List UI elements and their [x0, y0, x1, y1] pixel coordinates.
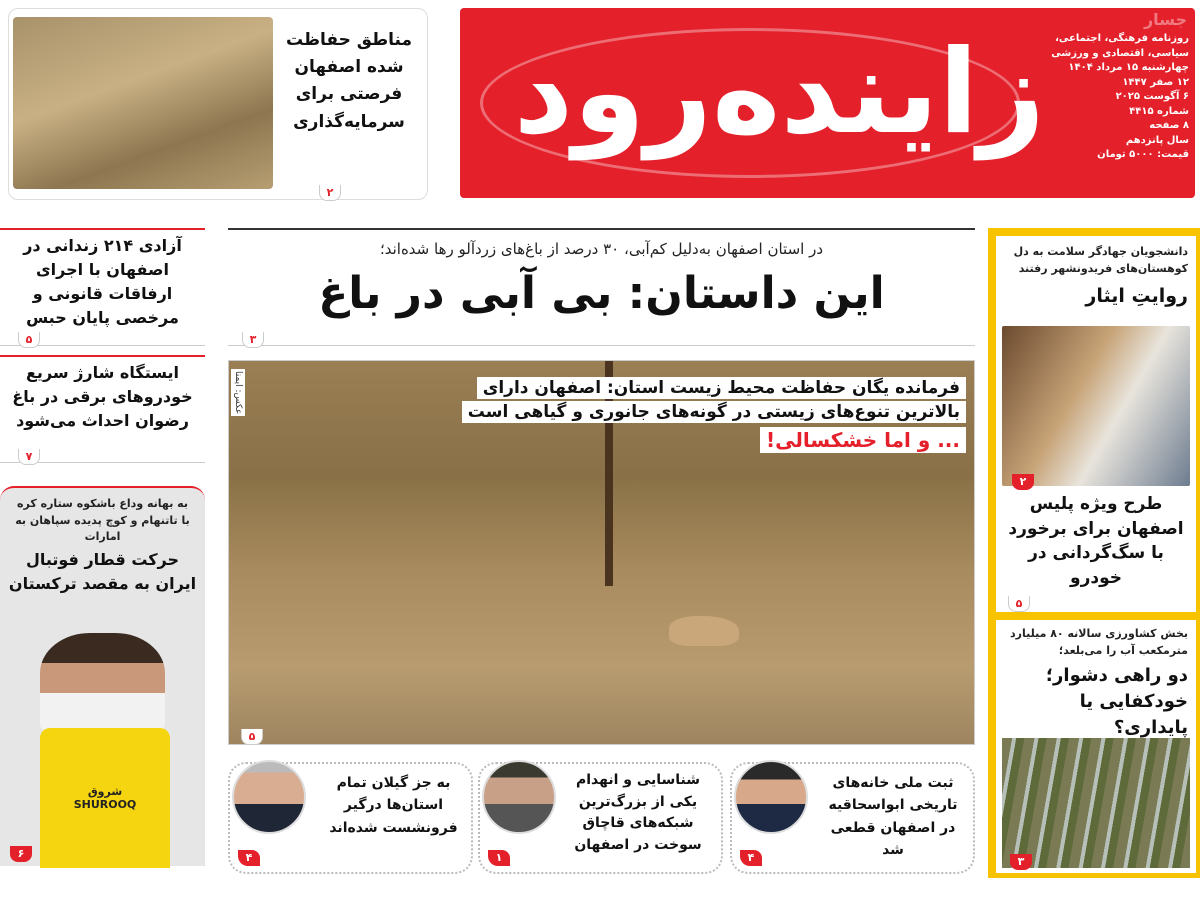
page-number: ۲: [319, 185, 341, 201]
bottom-headline: شناسایی و انهدام یکی از بزرگ‌ترین شبکه‌های قاچاق سوخت در اصفهان: [574, 772, 702, 854]
bottom-headline: به جز گیلان تمام استان‌ها درگیر فرونشست شده‌اند: [329, 775, 458, 836]
left-sports-item[interactable]: [0, 486, 205, 866]
info-line: چهارشنبه ۱۵ مرداد ۱۴۰۴: [1068, 62, 1189, 73]
left-item[interactable]: [0, 228, 205, 346]
main-photo[interactable]: [228, 360, 975, 745]
left-headline: آزادی ۲۱۴ زندانی در اصفهان با اجرای ارفاقات قانونی و مرخصی پایان حبس: [23, 236, 182, 327]
masthead-info: [1047, 32, 1189, 163]
info-line: روزنامه فرهنگی، اجتماعی،: [1055, 33, 1189, 44]
volunteers-photo: [1002, 326, 1190, 486]
bottom-card[interactable]: [478, 762, 723, 874]
yellow-jersey: [40, 728, 170, 868]
bottom-card[interactable]: [228, 762, 473, 874]
right-headline: دو راهی دشوار؛ خودکفایی یا پایداری؟: [1045, 665, 1188, 739]
top-teaser[interactable]: [8, 8, 428, 200]
wild-sheep-photo: [13, 17, 273, 189]
page-number: ۷: [18, 449, 40, 465]
right-kicker: دانشجویان جهادگر سلامت به دل کوهستان‌های فریدونشهر رفتند: [1013, 245, 1188, 275]
info-line: ۶ آگوست ۲۰۲۵: [1115, 91, 1189, 102]
page-number: ۳: [242, 332, 264, 348]
page-number: ۴: [238, 850, 260, 866]
bottom-card[interactable]: [730, 762, 975, 874]
jersey-sponsor: شروق SHUROOQ: [73, 785, 137, 811]
page-number: ۶: [10, 846, 32, 862]
page-number: ۴: [740, 850, 762, 866]
portrait-photo: [232, 760, 306, 834]
teaser-headline: مناطق حفاظت شده اصفهان فرصتی برای سرمایه‌گذاری: [286, 30, 412, 132]
bottom-headline: ثبت ملی خانه‌های تاریخی ابواسحاقیه در اصفهان قطعی شد: [828, 775, 958, 859]
portrait-photo: [482, 760, 556, 834]
photo-caption: بالاترین تنوع‌های زیستی در گونه‌های جانوری و گیاهی است: [462, 401, 966, 423]
main-headline: این داستان: بی آبی در باغ: [318, 267, 885, 319]
info-line: قیمت: ۵۰۰۰ تومان: [1097, 149, 1189, 160]
left-headline: حرکت قطار فوتبال ایران به مقصد ترکستان: [8, 549, 197, 593]
right-item[interactable]: [996, 620, 1196, 873]
photo-credit: عکس: ایمنا: [233, 371, 243, 415]
page-number: ۵: [241, 729, 263, 745]
masthead: [460, 8, 1195, 198]
portrait-photo: [734, 760, 808, 834]
right-headline: طرح ویژه پلیس اصفهان برای برخورد با سگ‌گردانی در خودرو: [1008, 494, 1184, 588]
page-number: ۱: [488, 850, 510, 866]
page-number: ۵: [18, 332, 40, 348]
left-headline: ایستگاه شارژ سریع خودروهای برقی در باغ رضوان احداث می‌شود: [12, 363, 193, 430]
info-line: ۸ صفحه: [1149, 120, 1189, 131]
info-line: ۱۲ صفر ۱۴۴۷: [1122, 76, 1189, 88]
page-number: ۳: [1010, 854, 1032, 870]
masthead-badge: جسار: [1143, 10, 1187, 29]
player-photo: [40, 633, 165, 733]
photo-caption: فرمانده یگان حفاظت محیط زیست استان: اصفهان دارای: [477, 377, 966, 399]
info-line: سیاسی، اقتصادی و ورزشی: [1051, 47, 1189, 59]
right-item[interactable]: [996, 236, 1196, 612]
irrigation-photo: [1002, 738, 1190, 868]
left-kicker: به بهانه وداع باشکوه ستاره کره با تاتنهام و کوچ پدیده سپاهان به امارات: [15, 497, 190, 543]
main-kicker: در استان اصفهان به‌دلیل کم‌آبی، ۳۰ درصد از باغ‌های زردآلو رها شده‌اند؛: [379, 240, 824, 258]
page-number: ۵: [1008, 596, 1030, 612]
right-headline: روایتِ ایثار: [1085, 285, 1188, 307]
info-line: سال پانزدهم: [1125, 134, 1189, 146]
masthead-logo: زاینده‌رود: [513, 25, 1045, 160]
left-item[interactable]: [0, 355, 205, 463]
page-number: ۲: [1012, 474, 1034, 490]
photo-highlight: ... و اما خشکسالی!: [760, 427, 966, 453]
info-line: شماره ۴۴۱۵: [1129, 105, 1189, 117]
gazelle: [669, 616, 739, 646]
photo-captions: [462, 377, 966, 453]
main-headline-block[interactable]: [228, 228, 975, 346]
right-kicker: بخش کشاورزی سالانه ۸۰ میلیارد مترمکعب آب را می‌بلعد؛: [1010, 627, 1188, 657]
